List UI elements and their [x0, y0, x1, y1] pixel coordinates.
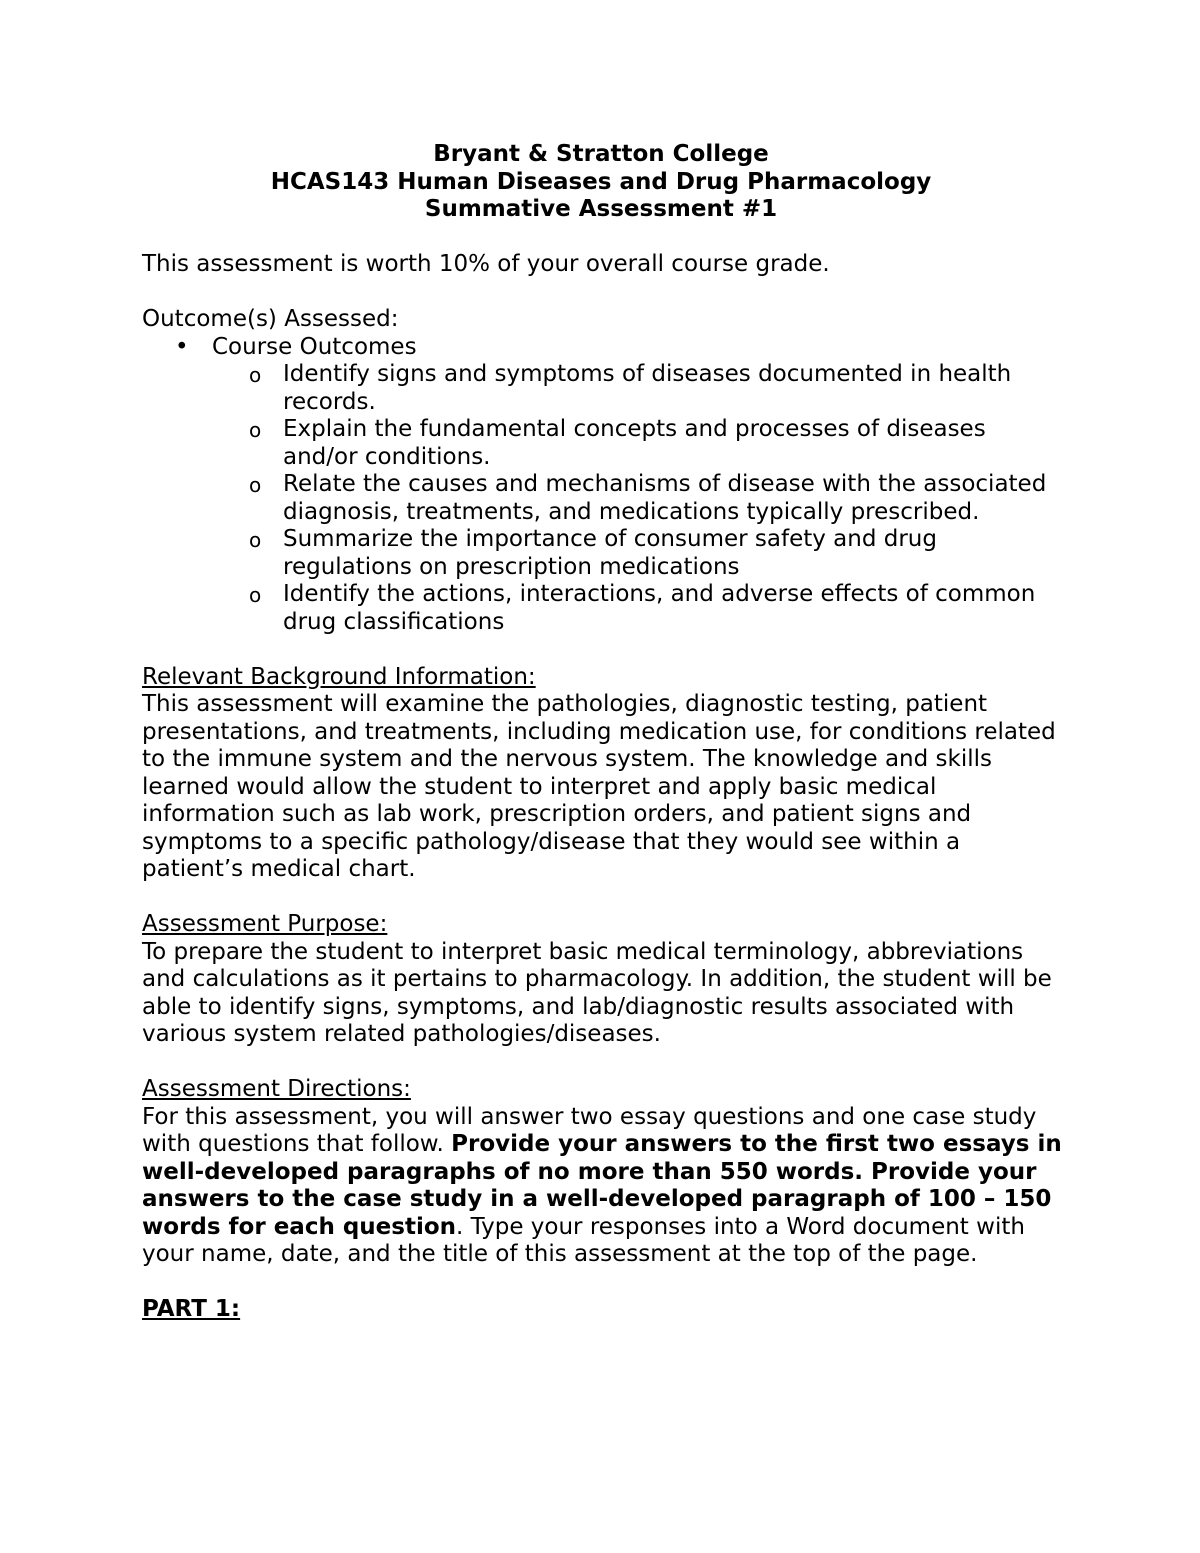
directions-outro: . Type your responses into a Word document with your name, date, and the title of this assessment at the top of the page.	[142, 1213, 1025, 1267]
outcomes-heading: Outcome(s) Assessed:	[142, 306, 399, 332]
outcome-item-5: Identify the actions, interactions, and adverse effects of common drug classifications	[283, 581, 1036, 635]
purpose-heading: Assessment Purpose:	[142, 911, 388, 937]
bullet-icon: •	[175, 333, 189, 360]
list-item	[142, 361, 1067, 416]
bullet-icon: o	[249, 583, 262, 607]
bullet-icon: o	[249, 418, 262, 442]
outcome-item-2: Explain the fundamental concepts and processes of diseases and/or conditions.	[283, 416, 986, 470]
part1-heading: PART 1:	[142, 1296, 241, 1322]
directions-heading: Assessment Directions:	[142, 1076, 411, 1102]
list-item	[142, 416, 1067, 471]
assessment-title: Summative Assessment #1	[424, 196, 778, 222]
college-name: Bryant & Stratton College	[433, 141, 769, 167]
document-header	[142, 141, 1060, 224]
bullet-icon: o	[249, 363, 262, 387]
outcome-item-1: Identify signs and symptoms of diseases documented in health records.	[283, 361, 1012, 415]
course-title: HCAS143 Human Diseases and Drug Pharmacology	[270, 168, 932, 195]
document-page	[142, 141, 1067, 1324]
directions-intro: For this assessment, you will answer two essay questions and one case study with questions that follow.	[142, 1103, 1037, 1157]
list-item	[142, 526, 1067, 581]
bullet-icon: o	[249, 528, 262, 552]
list-item	[142, 334, 1067, 362]
purpose-text: To prepare the student to interpret basic medical terminology, abbreviations and calculations as it pertains to pharmacology. In addition, the student will be able to identify signs, symptoms, and lab/diagnostic results associated with various system related pathologies/diseases.	[142, 938, 1052, 1047]
bullet-icon: o	[249, 473, 262, 497]
outcome-item-3: Relate the causes and mechanisms of disease with the associated diagnosis, treatments, and medications typically prescribed.	[283, 471, 1047, 525]
background-heading: Relevant Background Information:	[142, 663, 536, 690]
directions-bold: Provide your answers to the first two essays in well-developed paragraphs of no more than 550 words. Provide your answers to the case study in a well-developed paragraph of 100 – 150 words for each question	[142, 1131, 1062, 1240]
background-text: This assessment will examine the pathologies, diagnostic testing, patient presentations, and treatments, including medication use, for conditions related to the immune system and the nervous system. The knowledge and skills learned would allow the student to interpret and apply basic medical information such as lab work, prescription orders, and patient signs and symptoms to a specific pathology/disease that they would see within a patient’s medical chart.	[142, 691, 1056, 882]
outcomes-list	[142, 334, 1067, 362]
directions-text	[142, 1104, 1067, 1269]
outcome-item-4: Summarize the importance of consumer safety and drug regulations on prescription medications	[283, 526, 937, 580]
course-outcomes-list	[142, 361, 1067, 636]
worth-statement: This assessment is worth 10% of your overall course grade.	[142, 251, 830, 277]
outcomes-group-label: Course Outcomes	[212, 333, 417, 360]
list-item	[142, 581, 1067, 636]
list-item	[142, 471, 1067, 526]
